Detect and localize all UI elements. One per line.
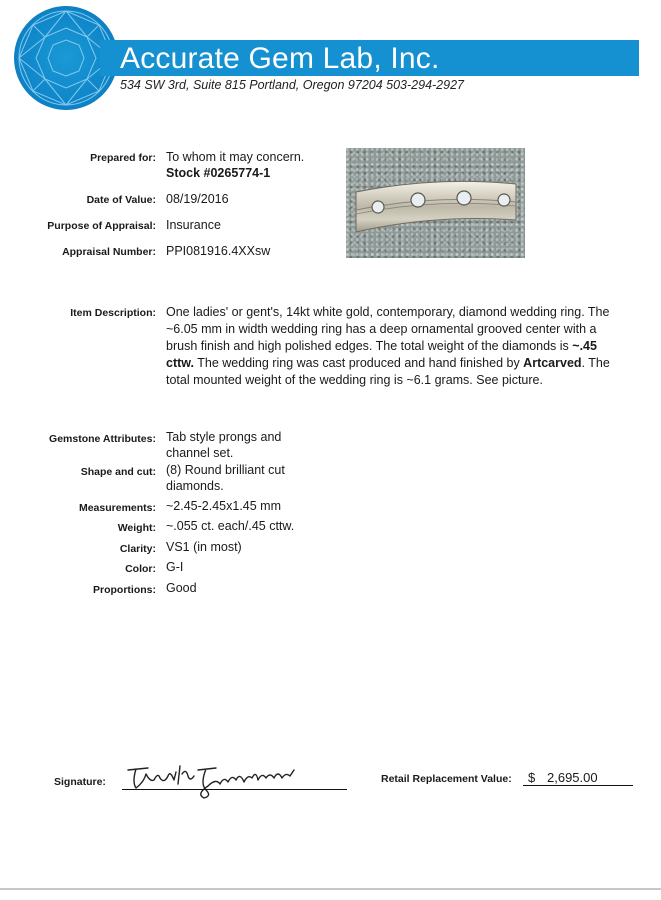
signature-line (122, 789, 347, 790)
stock-number: Stock #0265774-1 (166, 166, 271, 180)
proportions-label: Proportions: (93, 584, 156, 596)
gemstone-attributes-label: Gemstone Attributes: (49, 433, 156, 445)
retail-value-label: Retail Replacement Value: (381, 773, 512, 785)
measurements-value: ~2.45-2.45x1.45 mm (166, 499, 281, 513)
item-description (166, 304, 626, 389)
handwritten-signature (124, 760, 314, 800)
description-text-3: . The total mounted weight of the wedding ring is ~6.1 grams. See picture. (166, 356, 610, 387)
shape-cut-label: Shape and cut: (80, 466, 156, 478)
company-address: 534 SW 3rd, Suite 815 Portland, Oregon 97204 503-294-2927 (120, 78, 464, 92)
gemstone-attributes-line2: channel set. (166, 446, 234, 460)
description-text-2: The wedding ring was cast produced and hand finished by (194, 356, 524, 370)
color-label: Color: (125, 563, 156, 575)
ring-photo (346, 148, 525, 258)
signature-label: Signature: (54, 776, 106, 788)
purpose-label: Purpose of Appraisal: (47, 220, 156, 232)
description-brand: Artcarved (523, 356, 582, 370)
prepared-for-label: Prepared for: (90, 152, 156, 164)
measurements-label: Measurements: (78, 502, 156, 514)
retail-value-line (523, 785, 633, 786)
purpose-value: Insurance (166, 218, 221, 232)
gemstone-attributes-line1: Tab style prongs and (166, 430, 282, 444)
description-text-1: One ladies' or gent's, 14kt white gold, contemporary, diamond wedding ring. The ~6.05 mm in width wedding ring has a deep ornamental grooved center with a brush finish and high polished edges. The total weight of the diamonds is (166, 305, 610, 353)
appraisal-number: PPI081916.4XXsw (166, 244, 271, 258)
shape-cut-line1: (8) Round brilliant cut (166, 463, 285, 477)
clarity-label: Clarity: (119, 543, 156, 555)
description-weight: ~.45 cttw. (166, 339, 597, 370)
retail-value: 2,695.00 (547, 770, 598, 785)
color-value: G-I (166, 560, 184, 574)
date-of-value: 08/19/2016 (166, 192, 229, 206)
appraisal-number-label: Appraisal Number: (62, 246, 156, 258)
shape-cut-line2: diamonds. (166, 479, 224, 493)
item-description-label: Item Description: (70, 307, 156, 319)
clarity-value: VS1 (in most) (166, 540, 242, 554)
weight-value: ~.055 ct. each/.45 cttw. (166, 519, 295, 533)
company-name: Accurate Gem Lab, Inc. (120, 42, 440, 75)
proportions-value: Good (166, 581, 197, 595)
currency-symbol: $ (528, 770, 536, 785)
date-of-value-label: Date of Value: (86, 194, 156, 206)
ring-image (346, 148, 525, 258)
page-bottom-rule (0, 888, 661, 890)
prepared-for-value: To whom it may concern. (166, 150, 305, 164)
weight-label: Weight: (117, 522, 156, 534)
